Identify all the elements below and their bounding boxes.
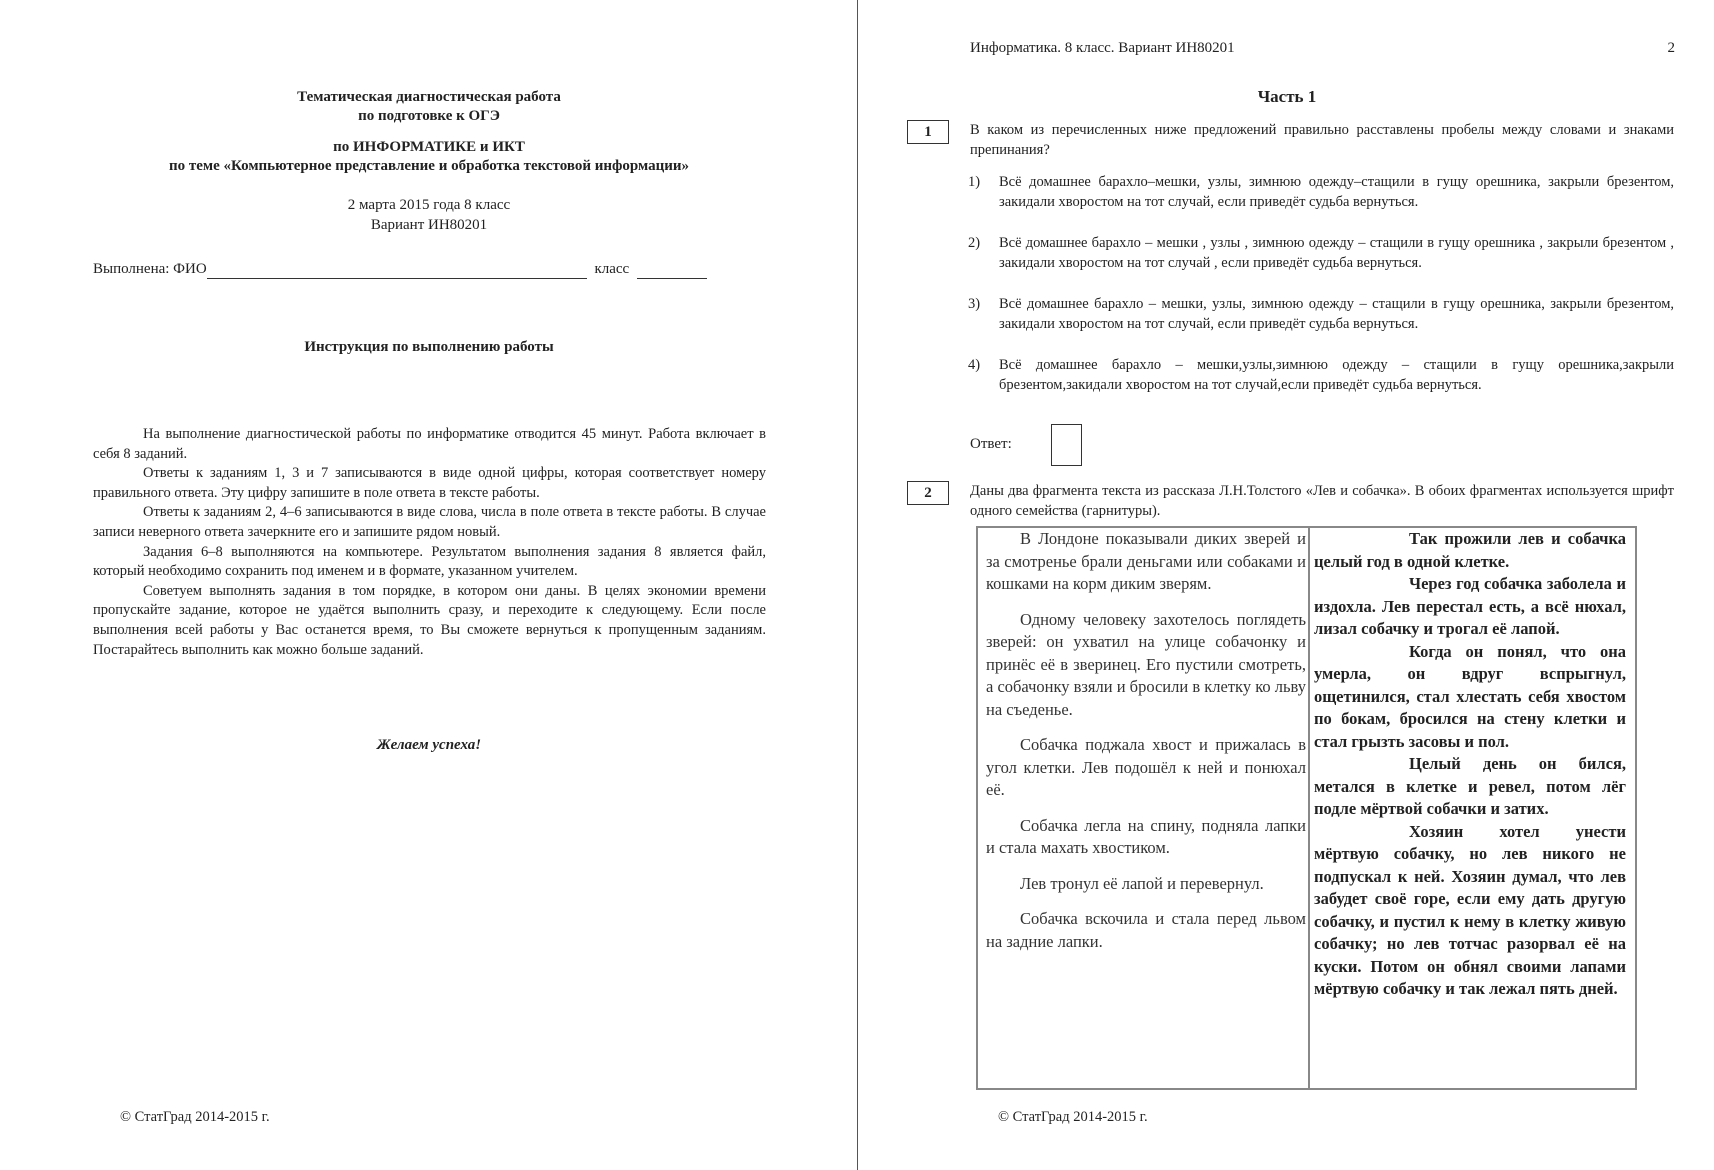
fragment-paragraph: Так прожили лев и собачка целый год в одной клетке. <box>1314 529 1626 571</box>
wish-text: Желаем успеха! <box>376 737 482 753</box>
fragment-paragraph: Через год собачка заболела и издохла. Лев перестал есть, а всё нюхал, лизал собачку и трогал её лапой. <box>1314 574 1626 638</box>
instruction-paragraph: Советуем выполнять задания в том порядке, в котором они даны. В целях экономии времени пропускайте задание, которое не удаётся выполнить сразу, и переходите к следующему. Если после выполнения всей работы у Вас останется время, то Вы сможете вернуться к пропущенным заданиям. Постарайтесь выполнить как можно больше заданий. <box>93 582 766 658</box>
right-page <box>860 0 1714 1170</box>
option-text: Всё домашнее барахло–мешки, узлы, зимнюю одежду–стащили в гущу орешника, закрыли брезентом, закидали хворостом на тот случай, если приведёт судьба вернуться. <box>999 174 1674 210</box>
option-number: 2) <box>968 235 981 251</box>
task-1-number: 1 <box>907 120 949 144</box>
fragment-paragraph: Когда он понял, что она умерла, он вдруг вспрыгнул, ощетинился, стал хлестать себя хвостом по бокам, бросился на стену клетки и стал грызть засовы и пол. <box>1314 641 1626 751</box>
right-footer: © СтатГрад 2014-2015 г. <box>998 1109 1148 1125</box>
fragment-paragraph: В Лондоне показывали диких зверей и за смотренье брали деньгами или собаками и кошками на корм диким зверям. <box>986 529 1306 593</box>
fragment-paragraph: Одному человеку захотелось поглядеть зверей: он ухватил на улице собачонку и принёс её в зверинец. Его пустили смотреть, а собачонку взяли и бросили в клетку ко льву на съеденье. <box>986 609 1306 719</box>
instruction-paragraph: Ответы к заданиям 2, 4–6 записываются в виде слова, числа в поле ответа в тексте работы. В случае записи неверного ответа зачеркните его и запишите рядом новый. <box>93 504 766 540</box>
running-header: Информатика. 8 класс. Вариант ИН80201 <box>970 40 1235 56</box>
instruction-paragraph: На выполнение диагностической работы по информатике отводится 45 минут. Работа включает в себя 8 заданий. <box>93 426 766 462</box>
part-title: Часть 1 <box>1257 87 1317 106</box>
instruction-paragraph: Ответы к заданиям 1, 3 и 7 записываются в виде одной цифры, которая соответствует номеру правильного ответа. Эту цифру запишите в поле ответа в тексте работы. <box>93 465 766 501</box>
fragment-left <box>986 528 1306 1088</box>
fragment-separator <box>1308 528 1310 1088</box>
subject-line-1: по ИНФОРМАТИКЕ и ИКТ <box>333 139 525 155</box>
task-1-option <box>968 173 1674 212</box>
task-1-question: В каком из перечисленных ниже предложений правильно расставлены пробелы между словами и знаками препинания? <box>970 122 1674 158</box>
class-label: класс <box>594 261 630 277</box>
title-line-2: по подготовке к ОГЭ <box>358 108 500 124</box>
fragment-paragraph: Собачка поджала хвост и прижалась в угол клетки. Лев подошёл к ней и понюхал её. <box>986 735 1306 799</box>
option-text: Всё домашнее барахло – мешки,узлы,зимнюю одежду – стащили в гущу орешника,закрыли брезентом,закидали хворостом на тот случай,если приведёт судьба вернуться. <box>999 357 1674 393</box>
fio-row <box>93 260 793 279</box>
fragments-table <box>976 526 1637 1090</box>
title-line-1: Тематическая диагностическая работа <box>297 89 561 105</box>
fragment-paragraph: Хозяин хотел унести мёртвую собачку, но лев никого не подпускал к ней. Хозяин думал, что лев забудет своё горе, если ему дать другую собачку, и пустил к нему в клетку живую собачку; но лев тотчас разорвал её на куски. Потом он обнял своими лапами мёртвую собачку и так лежал пять дней. <box>1314 821 1626 998</box>
page-divider <box>857 0 858 1170</box>
subject-line-2: по теме «Компьютерное представление и обработка текстовой информации» <box>168 158 690 174</box>
fio-label: Выполнена: ФИО <box>93 261 207 277</box>
answer-label: Ответ: <box>970 436 1012 452</box>
class-field[interactable] <box>637 262 707 279</box>
instruction-title: Инструкция по выполнению работы <box>304 339 554 355</box>
task-1-option <box>968 234 1674 273</box>
option-number: 1) <box>968 174 981 190</box>
fragment-paragraph: Лев тронул её лапой и перевернул. <box>1020 873 1264 893</box>
fragment-paragraph: Собачка легла на спину, подняла лапки и стала махать хвостиком. <box>986 815 1306 857</box>
option-number: 3) <box>968 296 981 312</box>
instructions-body <box>93 425 766 660</box>
fragment-paragraph: Собачка вскочила и стала перед львом на задние лапки. <box>986 909 1306 951</box>
option-number: 4) <box>968 357 981 373</box>
task-2-question: Даны два фрагмента текста из рассказа Л.Н.Толстого «Лев и собачка». В обоих фрагментах используется шрифт одного семейства (гарнитуры). <box>970 483 1674 519</box>
task-1-option <box>968 356 1674 395</box>
left-footer: © СтатГрад 2014-2015 г. <box>120 1109 270 1125</box>
fragment-right <box>1314 528 1626 1088</box>
option-text: Всё домашнее барахло – мешки, узлы, зимнюю одежду – стащили в гущу орешника, закрыли брезентом, закидали хворостом на тот случай, если приведёт судьба вернуться. <box>999 296 1674 332</box>
task-2-number: 2 <box>907 481 949 505</box>
instruction-paragraph: Задания 6–8 выполняются на компьютере. Результатом выполнения задания 8 является файл, который необходимо сохранить под именем и в формате, указанном учителем. <box>93 543 766 580</box>
option-text: Всё домашнее барахло – мешки , узлы , зимнюю одежду – стащили в гущу орешника , закрыли брезентом , закидали хворостом на тот случай , если приведёт судьба вернуться. <box>999 235 1674 271</box>
task-1-option <box>968 295 1674 334</box>
answer-box[interactable] <box>1051 424 1082 466</box>
page-number: 2 <box>1667 40 1675 56</box>
fragment-paragraph: Целый день он бился, метался в клетке и ревел, потом лёг подле мёртвой собачки и затих. <box>1314 754 1626 818</box>
fio-field[interactable] <box>207 262 587 279</box>
date-line: 2 марта 2015 года 8 класс <box>347 197 511 213</box>
variant-line: Вариант ИН80201 <box>370 217 488 233</box>
